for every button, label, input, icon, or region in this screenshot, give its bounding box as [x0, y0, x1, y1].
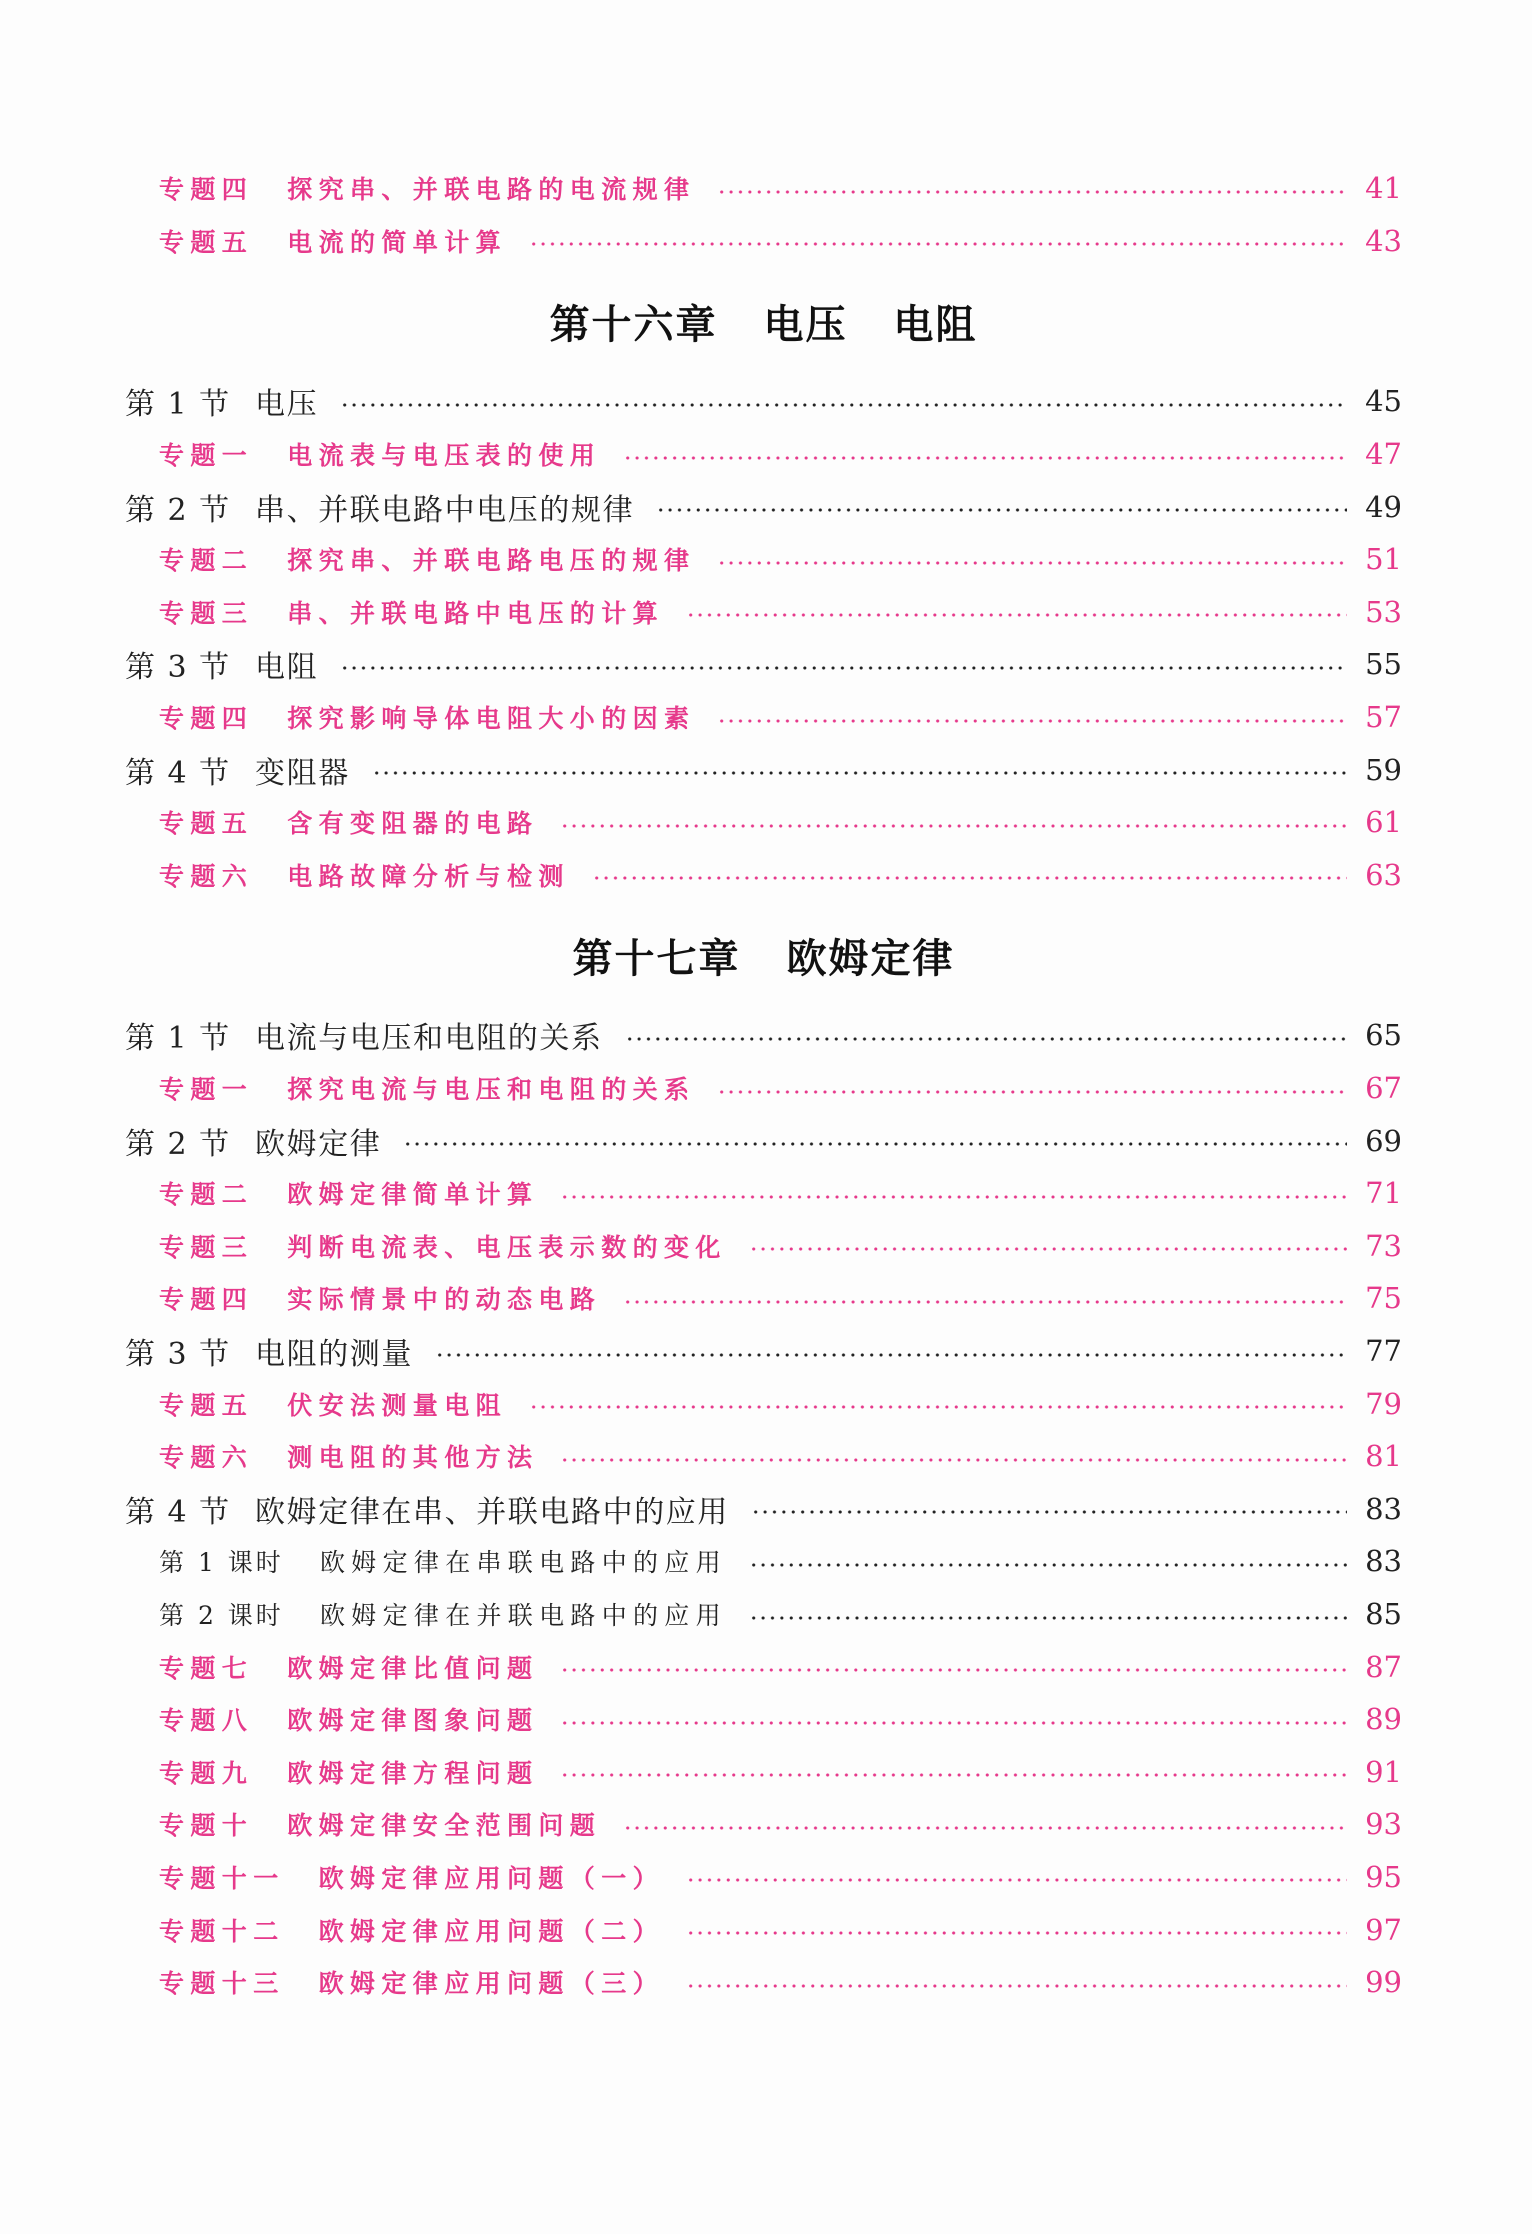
toc-entry: [125, 1745, 1402, 1798]
dot-leader: [560, 1430, 1347, 1483]
toc-entry-title: 探究串、并联电路电压的规律: [287, 546, 696, 576]
dot-leader: [749, 1220, 1347, 1273]
toc-entry-label: 专题八: [159, 1706, 254, 1736]
dot-leader: [592, 849, 1347, 902]
toc-entry-title: 串、并联电路中电压的规律: [255, 492, 635, 528]
toc-entry: [125, 1114, 1402, 1167]
toc-entry-title: 电流与电压和电阻的关系: [255, 1021, 603, 1057]
toc-entry-title: 欧姆定律比值问题: [287, 1653, 539, 1683]
toc-page-number: 43: [1365, 223, 1402, 258]
dot-leader: [340, 638, 1347, 691]
toc-entry: [125, 1851, 1402, 1904]
dot-leader: [529, 215, 1347, 268]
toc-page-number: 85: [1365, 1596, 1402, 1631]
toc-entry-title: 测电阻的其他方法: [287, 1443, 539, 1473]
toc-page-number: 47: [1365, 437, 1402, 472]
toc-entry-title: 欧姆定律在串、并联电路中的应用: [255, 1494, 729, 1530]
toc-page-number: 49: [1365, 489, 1402, 524]
toc-page-number: 51: [1365, 542, 1402, 577]
toc-entry: [125, 1430, 1402, 1483]
toc-page-number: 59: [1365, 752, 1402, 787]
toc-entry-title: 实际情景中的动态电路: [287, 1285, 602, 1315]
toc-entry: [125, 162, 1402, 215]
toc-entry-title: 串、并联电路中电压的计算: [287, 598, 665, 628]
dot-leader: [560, 1167, 1347, 1220]
toc-entry-label: 第 1 课时: [159, 1548, 284, 1578]
toc-entry-label: 第 3 节: [125, 1336, 231, 1372]
toc-entry-title: 探究电流与电压和电阻的关系: [287, 1075, 696, 1105]
toc-entry-title: 欧姆定律在并联电路中的应用: [320, 1600, 727, 1630]
toc-entry-label: 第 2 节: [125, 1126, 231, 1162]
toc-entry: [125, 1798, 1402, 1851]
dot-leader: [623, 428, 1347, 481]
toc-entry-label: 专题三: [159, 1232, 254, 1262]
chapter-heading: 第十六章 电压 电阻: [549, 301, 978, 348]
toc-entry-title: 电阻的测量: [255, 1336, 413, 1372]
dot-leader: [625, 1009, 1347, 1062]
toc-entry: [125, 1377, 1402, 1430]
toc-entry: [125, 1272, 1402, 1325]
toc-entry-title: 欧姆定律应用问题（二）: [318, 1916, 665, 1946]
toc-page-number: 91: [1365, 1754, 1402, 1789]
toc-entry: [125, 1693, 1402, 1746]
toc-page-number: 89: [1365, 1702, 1402, 1737]
toc-entry: [125, 1640, 1402, 1693]
table-of-contents: [125, 162, 1402, 2008]
toc-entry-label: 第 1 节: [125, 1021, 231, 1057]
dot-leader: [686, 1851, 1347, 1904]
toc-entry: [125, 1535, 1402, 1588]
toc-entry-label: 第 4 节: [125, 755, 231, 791]
dot-leader: [686, 1956, 1347, 2009]
toc-page-number: 99: [1365, 1965, 1402, 2000]
toc-entry: [125, 691, 1402, 744]
toc-entry-title: 电阻: [255, 650, 319, 686]
toc-entry-label: 专题六: [159, 1443, 254, 1473]
toc-entry-title: 欧姆定律应用问题（三）: [318, 1969, 665, 1999]
toc-page-number: 63: [1365, 857, 1402, 892]
dot-leader: [560, 1640, 1347, 1693]
chapter-heading: 第十七章 欧姆定律: [572, 935, 955, 982]
dot-leader: [560, 796, 1347, 849]
toc-entry-label: 专题四: [159, 1285, 254, 1315]
toc-entry-title: 含有变阻器的电路: [287, 809, 539, 839]
toc-entry: [125, 1062, 1402, 1115]
toc-entry: [125, 638, 1402, 691]
toc-entry-label: 专题九: [159, 1758, 254, 1788]
toc-page-number: 79: [1365, 1386, 1402, 1421]
toc-entry-title: 电流表与电压表的使用: [287, 441, 602, 471]
dot-leader: [686, 586, 1347, 639]
toc-entry-title: 电路故障分析与检测: [287, 861, 570, 891]
toc-entry-label: 专题五: [159, 809, 254, 839]
toc-page-number: 61: [1365, 805, 1402, 840]
dot-leader: [749, 1588, 1347, 1641]
toc-entry: [125, 1325, 1402, 1378]
toc-entry-label: 专题一: [159, 441, 254, 471]
toc-entry-title: 变阻器: [255, 755, 350, 791]
toc-entry: [125, 1956, 1402, 2009]
dot-leader: [435, 1325, 1347, 1378]
toc-page-number: 67: [1365, 1071, 1402, 1106]
toc-entry: [125, 533, 1402, 586]
toc-entry: [125, 586, 1402, 639]
dot-leader: [623, 1798, 1347, 1851]
dot-leader: [751, 1482, 1347, 1535]
toc-page-number: 83: [1365, 1544, 1402, 1579]
toc-entry-label: 专题五: [159, 227, 254, 257]
toc-entry-label: 专题十二: [159, 1916, 285, 1946]
toc-entry: [125, 480, 1402, 533]
dot-leader: [560, 1745, 1347, 1798]
toc-entry: [125, 1588, 1402, 1641]
toc-page-number: 81: [1365, 1439, 1402, 1474]
dot-leader: [623, 1272, 1347, 1325]
dot-leader: [656, 480, 1347, 533]
toc-page-number: 73: [1365, 1228, 1402, 1263]
toc-entry: [125, 796, 1402, 849]
toc-entry-label: 专题五: [159, 1390, 254, 1420]
toc-entry: [125, 1167, 1402, 1220]
toc-page-number: 77: [1365, 1333, 1402, 1368]
toc-entry-title: 判断电流表、电压表示数的变化: [287, 1232, 727, 1262]
dot-leader: [717, 162, 1347, 215]
toc-entry-label: 专题十: [159, 1811, 254, 1841]
toc-page-number: 75: [1365, 1281, 1402, 1316]
toc-entry-title: 欧姆定律简单计算: [287, 1180, 539, 1210]
toc-entry-label: 专题十一: [159, 1863, 285, 1893]
toc-entry-label: 第 2 课时: [159, 1600, 284, 1630]
toc-entry: [125, 1220, 1402, 1273]
toc-page-number: 95: [1365, 1859, 1402, 1894]
toc-entry-label: 专题七: [159, 1653, 254, 1683]
dot-leader: [340, 375, 1347, 428]
toc-entry-title: 欧姆定律应用问题（一）: [318, 1863, 665, 1893]
toc-entry-label: 第 1 节: [125, 387, 231, 423]
toc-entry-label: 专题三: [159, 598, 254, 628]
dot-leader: [749, 1535, 1347, 1588]
toc-entry-label: 专题四: [159, 704, 254, 734]
toc-entry: [125, 1009, 1402, 1062]
toc-entry: [125, 1482, 1402, 1535]
toc-entry-title: 欧姆定律: [255, 1126, 382, 1162]
toc-page-number: 45: [1365, 384, 1402, 419]
toc-entry-label: 专题十三: [159, 1969, 285, 1999]
toc-page-number: 71: [1365, 1176, 1402, 1211]
toc-entry-title: 电流的简单计算: [287, 227, 508, 257]
dot-leader: [560, 1693, 1347, 1746]
toc-entry-label: 专题六: [159, 861, 254, 891]
toc-entry-label: 专题一: [159, 1075, 254, 1105]
toc-entry: [125, 375, 1402, 428]
toc-entry-label: 专题二: [159, 546, 254, 576]
toc-entry-title: 探究串、并联电路的电流规律: [287, 175, 696, 205]
dot-leader: [403, 1114, 1347, 1167]
toc-entry-label: 专题四: [159, 175, 254, 205]
toc-page-number: 97: [1365, 1912, 1402, 1947]
toc-entry-title: 欧姆定律在串联电路中的应用: [320, 1548, 727, 1578]
toc-page-number: 53: [1365, 594, 1402, 629]
toc-entry-label: 第 2 节: [125, 492, 231, 528]
toc-page-number: 41: [1365, 171, 1402, 206]
toc-entry: [125, 215, 1402, 268]
dot-leader: [529, 1377, 1347, 1430]
toc-entry-title: 电压: [255, 387, 319, 423]
toc-entry-title: 欧姆定律安全范围问题: [287, 1811, 602, 1841]
toc-page-number: 69: [1365, 1123, 1402, 1158]
toc-page-number: 93: [1365, 1807, 1402, 1842]
toc-entry-title: 欧姆定律方程问题: [287, 1758, 539, 1788]
toc-entry-label: 第 4 节: [125, 1494, 231, 1530]
dot-leader: [686, 1903, 1347, 1956]
dot-leader: [372, 743, 1347, 796]
toc-entry: [125, 849, 1402, 902]
toc-entry-title: 伏安法测量电阻: [287, 1390, 508, 1420]
toc-entry-title: 探究影响导体电阻大小的因素: [287, 704, 696, 734]
dot-leader: [717, 1062, 1347, 1115]
toc-page-number: 65: [1365, 1018, 1402, 1053]
toc-entry: [125, 743, 1402, 796]
toc-entry-title: 欧姆定律图象问题: [287, 1706, 539, 1736]
toc-entry: [125, 428, 1402, 481]
toc-page-number: 57: [1365, 700, 1402, 735]
dot-leader: [717, 691, 1347, 744]
toc-entry-label: 第 3 节: [125, 650, 231, 686]
toc-page-number: 83: [1365, 1491, 1402, 1526]
toc-page-number: 55: [1365, 647, 1402, 682]
toc-page-number: 87: [1365, 1649, 1402, 1684]
dot-leader: [717, 533, 1347, 586]
toc-entry: [125, 1903, 1402, 1956]
toc-entry-label: 专题二: [159, 1180, 254, 1210]
